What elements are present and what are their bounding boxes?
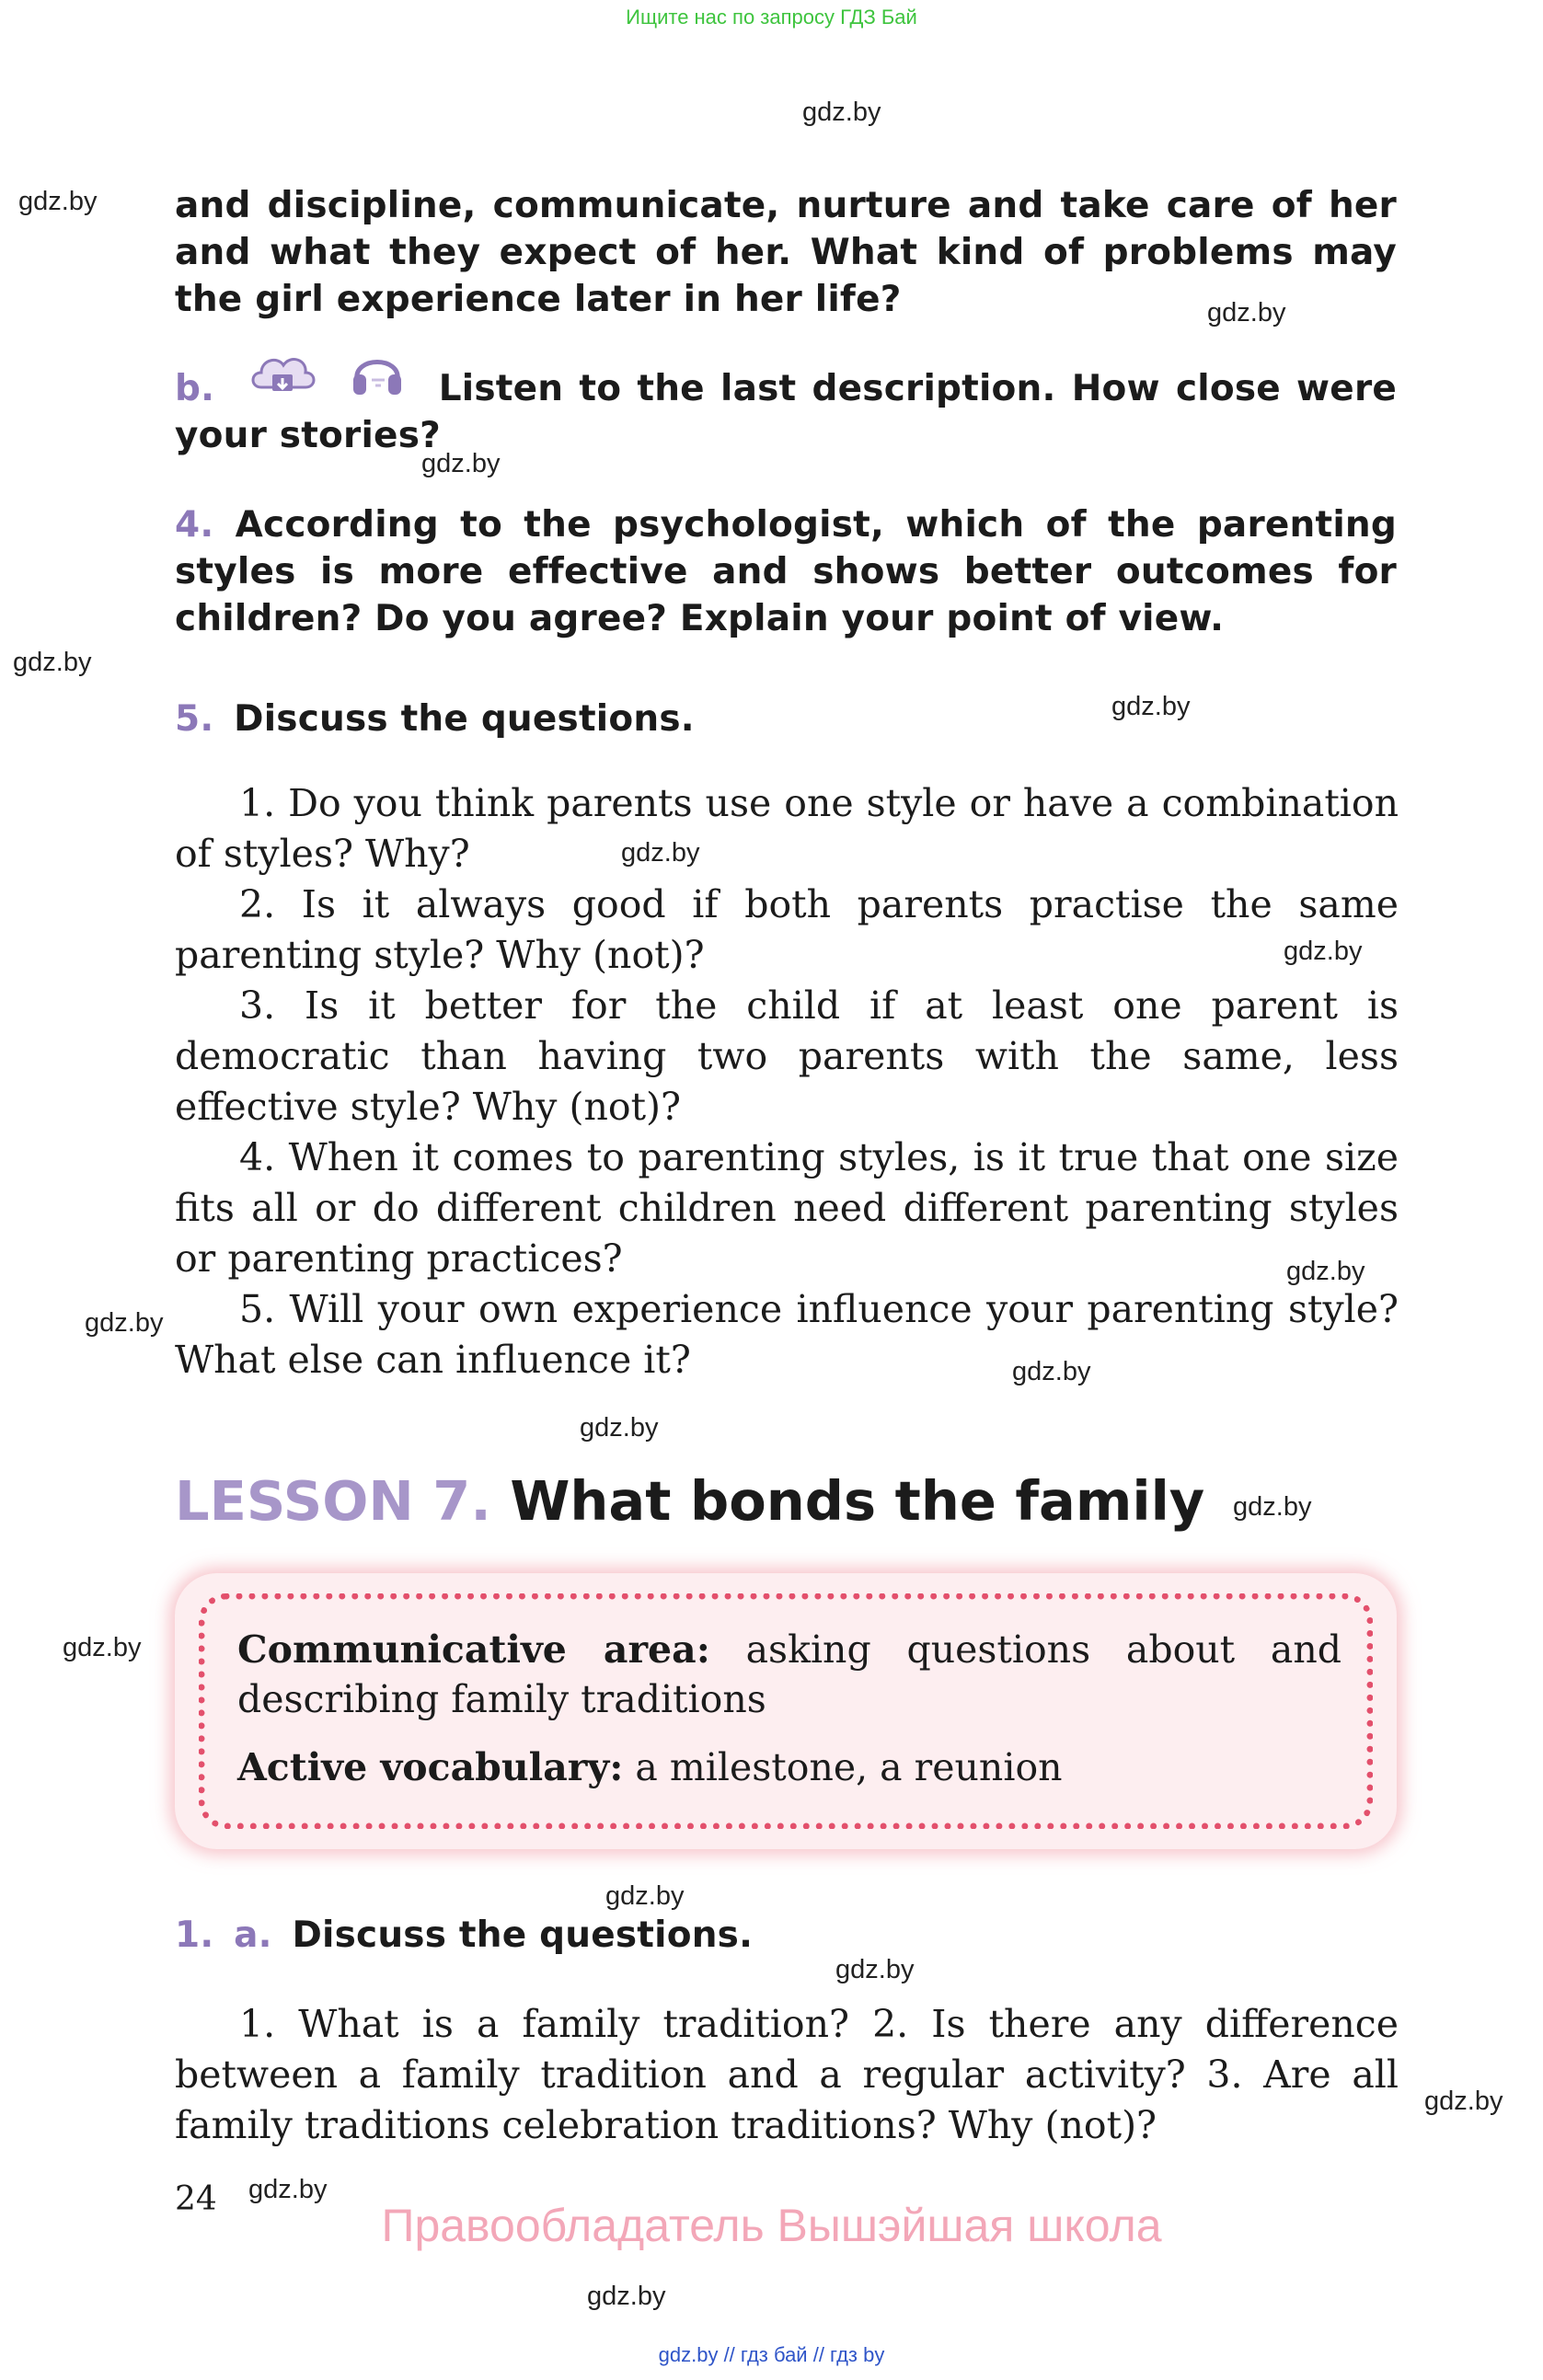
task-5-number: 5.	[175, 698, 214, 740]
task-5-question: 1. Do you think parents use one style or have a combination of styles? Why?	[175, 781, 1399, 876]
bottom-links[interactable]: gdz.by // гдз бай // гдз by	[658, 2343, 885, 2366]
vocabulary-text: a milestone, a reunion	[635, 1745, 1063, 1789]
task-5-question: 5. Will your own experience influence your parenting style? What else can influence it?	[175, 1287, 1399, 1382]
watermark: gdz.by	[1207, 298, 1286, 328]
task-5-title: Discuss the questions.	[234, 698, 695, 740]
watermark: gdz.by	[587, 2282, 666, 2311]
watermark: gdz.by	[18, 187, 98, 216]
communicative-area	[237, 1625, 1341, 1724]
copyright: Правообладатель Вышэйшая школа	[381, 2200, 1162, 2251]
watermark: gdz.by	[835, 1955, 915, 1984]
watermark: gdz.by	[1233, 1492, 1312, 1522]
task-1a-number: 1.	[175, 1914, 214, 1956]
task-1a-heading	[175, 1912, 1397, 1959]
watermark: gdz.by	[621, 838, 700, 868]
watermark: gdz.by	[1424, 2087, 1503, 2116]
headphones-icon	[348, 363, 407, 404]
task-3b-label: b.	[175, 368, 215, 409]
task-1a-text: 1. What is a family tradition? 2. Is there any difference between a family tradition and a regular activity? 3. Are all family traditions celebration traditions? Why (not)?	[175, 2002, 1399, 2147]
task-3b-text: Listen to the last description. How close were your stories?	[175, 368, 1398, 456]
watermark: gdz.by	[802, 98, 881, 127]
communicative-text: asking questions about and describing family traditions	[237, 1627, 1341, 1721]
task-5-heading	[175, 696, 1397, 742]
watermark: gdz.by	[63, 1633, 142, 1662]
task-4-text: According to the psychologist, which of the parenting styles is more effective and shows better outcomes for children? Do you agree? Explain your point of view.	[175, 504, 1397, 639]
watermark: gdz.by	[421, 449, 501, 478]
lesson-number: LESSON 7.	[175, 1469, 491, 1533]
task-3b	[175, 363, 1397, 459]
task-4-number: 4.	[175, 504, 214, 546]
watermark: gdz.by	[580, 1413, 659, 1443]
watermark: gdz.by	[1111, 692, 1191, 721]
info-box	[175, 1573, 1397, 1849]
search-note: Ищите нас по запросу ГДЗ Бай	[626, 6, 917, 29]
task-5-question: 2. Is it always good if both parents practise the same parenting style? Why (not)?	[175, 882, 1399, 977]
task-5-question: 4. When it comes to parenting styles, is it true that one size fits all or do different children need different parenting styles or parenting practices?	[175, 1135, 1399, 1281]
watermark: gdz.by	[248, 2175, 328, 2204]
top-paragraph: and discipline, communicate, nurture and take care of her and what they expect of her. What kind of problems may the girl experience later in her life?	[175, 185, 1397, 320]
active-vocabulary	[237, 1742, 1341, 1792]
communicative-label: Communicative area:	[237, 1627, 710, 1672]
vocabulary-label: Active vocabulary:	[237, 1745, 624, 1789]
watermark: gdz.by	[605, 1881, 685, 1911]
watermark: gdz.by	[1284, 937, 1363, 966]
watermark: gdz.by	[1286, 1257, 1365, 1286]
task-4	[175, 501, 1397, 642]
watermark: gdz.by	[13, 648, 92, 677]
task-1a-title: Discuss the questions.	[292, 1914, 754, 1956]
cloud-download-icon	[247, 363, 318, 404]
watermark: gdz.by	[85, 1308, 164, 1338]
lesson-heading	[175, 1465, 1204, 1538]
page-number: 24	[175, 2180, 217, 2218]
watermark: gdz.by	[1012, 1357, 1091, 1386]
task-1a-label: a.	[234, 1914, 272, 1956]
task-5-question: 3. Is it better for the child if at least one parent is democratic than having two parents with the same, less effective style? Why (not)?	[175, 983, 1399, 1129]
lesson-title: What bonds the family	[510, 1469, 1205, 1533]
